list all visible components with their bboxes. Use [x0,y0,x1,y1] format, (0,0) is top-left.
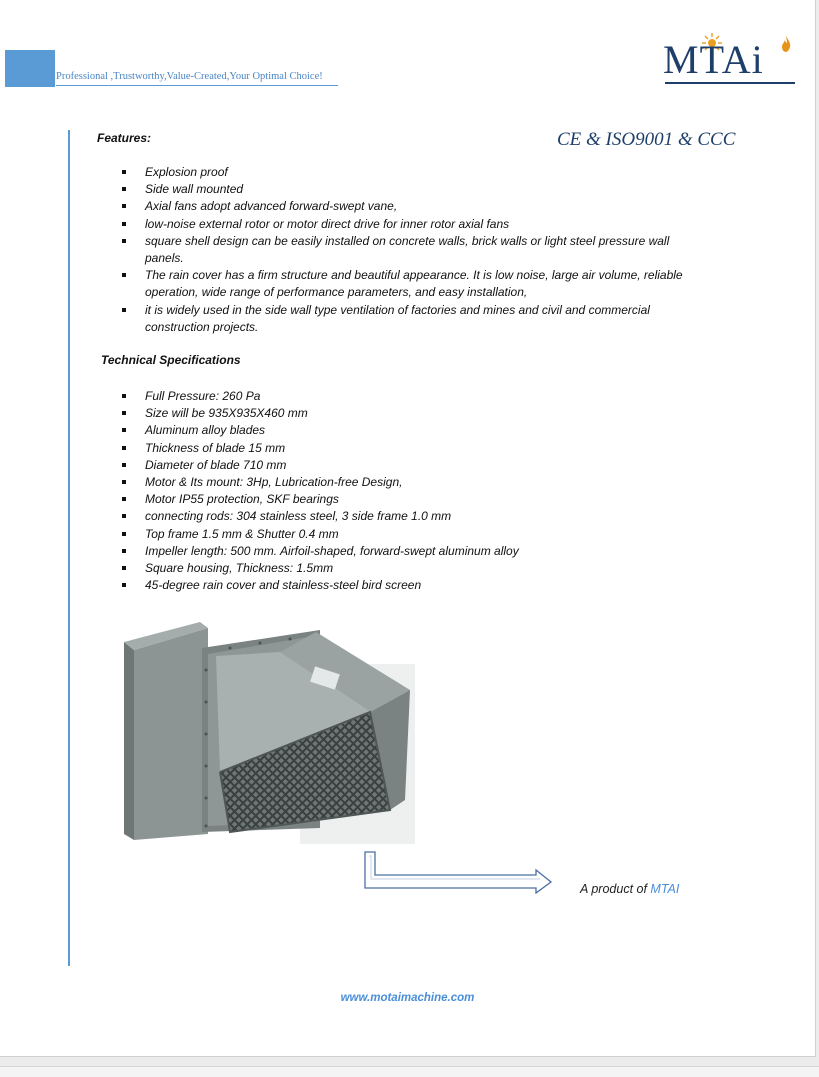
left-margin-rule [68,130,70,966]
website-link[interactable]: www.motaimachine.com [340,992,475,1004]
logo-underline [665,82,795,84]
header-slogan: Professional ,Trustworthy,Value-Created,Your Optimal Choice! [56,71,338,86]
list-item: low-noise external rotor or motor direct drive for inner rotor axial fans [120,216,710,233]
list-item: Motor IP55 protection, SKF bearings [120,491,640,508]
list-item: Top frame 1.5 mm & Shutter 0.4 mm [120,526,640,543]
list-item: Square housing, Thickness: 1.5mm [120,560,640,577]
list-item: Size will be 935X935X460 mm [120,405,640,422]
product-credit [580,882,679,896]
list-item: Motor & Its mount: 3Hp, Lubrication-free Design, [120,474,640,491]
list-item: The rain cover has a firm structure and beautiful appearance. It is low noise, large air volume, reliable operation, wide range of performance parameters, and easy installation, [120,267,710,301]
specs-heading: Technical Specifications [101,353,241,367]
page-gap [0,1066,819,1077]
wall-fan-image [120,622,415,847]
list-item: Diameter of blade 710 mm [120,457,640,474]
list-item: Full Pressure: 260 Pa [120,388,640,405]
list-item: it is widely used in the side wall type ventilation of factories and mines and civil and commercial construction projects. [120,302,710,336]
list-item: Explosion proof [120,164,710,181]
list-item: square shell design can be easily installed on concrete walls, brick walls or light steel pressure wall panels. [120,233,710,267]
list-item: Axial fans adopt advanced forward-swept vane, [120,198,710,215]
mtai-logo [663,32,797,86]
specs-list [120,388,640,594]
header-color-block [5,50,55,87]
features-list [120,164,710,336]
list-item: connecting rods: 304 stainless steel, 3 side frame 1.0 mm [120,508,640,525]
product-brand: MTAI [650,882,680,896]
arrow-icon [362,850,554,894]
certification-text: CE & ISO9001 & CCC [557,129,736,150]
list-item: Thickness of blade 15 mm [120,440,640,457]
logo-wordmark: MTAi [663,37,764,82]
list-item: Side wall mounted [120,181,710,198]
flame-icon [781,36,791,52]
product-prefix: A product of [580,882,651,896]
list-item: Aluminum alloy blades [120,422,640,439]
list-item: Impeller length: 500 mm. Airfoil-shaped, forward-swept aluminum alloy [120,543,640,560]
list-item: 45-degree rain cover and stainless-steel bird screen [120,577,640,594]
features-heading: Features: [97,131,152,145]
